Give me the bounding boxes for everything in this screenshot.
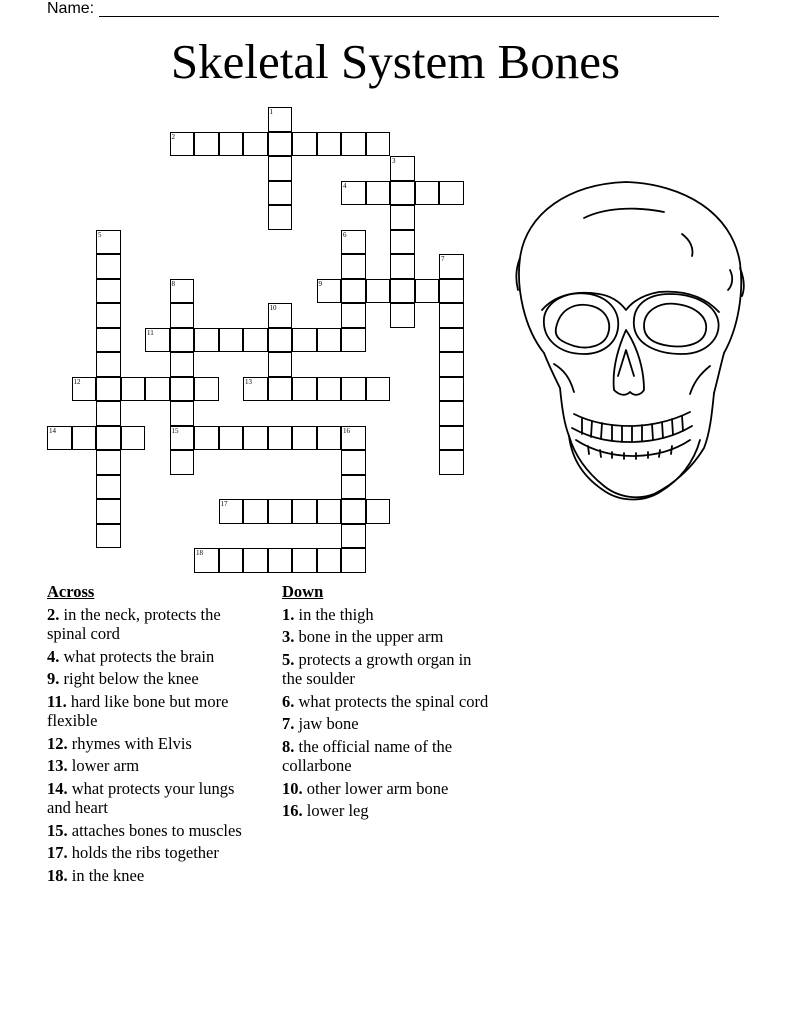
grid-cell[interactable] xyxy=(121,426,146,451)
grid-cell[interactable] xyxy=(145,328,170,353)
grid-cell[interactable] xyxy=(96,230,121,255)
cell-number: 11 xyxy=(147,328,154,337)
grid-cell[interactable] xyxy=(170,401,195,426)
page-title: Skeletal System Bones xyxy=(170,34,621,89)
clue-text: bone in the upper arm xyxy=(294,627,444,646)
clue-number: 8. xyxy=(282,736,295,756)
grid-cell[interactable] xyxy=(341,426,366,451)
grid-cell[interactable] xyxy=(268,499,293,524)
grid-cell[interactable] xyxy=(390,254,415,279)
down-clue-1 xyxy=(282,605,492,625)
grid-cell[interactable] xyxy=(243,548,268,573)
clue-text: what protects your lungs and heart xyxy=(47,778,235,817)
grid-cell[interactable] xyxy=(268,107,293,132)
grid-cell[interactable] xyxy=(170,450,195,475)
grid-cell[interactable] xyxy=(390,181,415,206)
grid-cell[interactable] xyxy=(439,426,464,451)
grid-cell[interactable] xyxy=(415,181,440,206)
grid-cell[interactable] xyxy=(96,450,121,475)
grid-cell[interactable] xyxy=(366,132,391,157)
grid-cell[interactable] xyxy=(219,548,244,573)
grid-cell[interactable] xyxy=(268,156,293,181)
grid-cell[interactable] xyxy=(194,548,219,573)
cell-number: 17 xyxy=(220,500,228,508)
grid-cell[interactable] xyxy=(243,377,268,402)
grid-cell[interactable] xyxy=(194,132,219,157)
clue-text: in the neck, protects the spinal cord xyxy=(47,604,221,643)
grid-cell[interactable] xyxy=(317,279,342,304)
clue-text: other lower arm bone xyxy=(302,778,449,798)
grid-cell[interactable] xyxy=(390,205,415,230)
clue-text: the official name of the collarbone xyxy=(282,736,453,775)
grid-cell[interactable] xyxy=(194,377,219,402)
grid-cell[interactable] xyxy=(439,181,464,206)
clue-number: 2. xyxy=(47,604,60,624)
grid-cell[interactable] xyxy=(268,181,293,206)
grid-cell[interactable] xyxy=(341,548,366,573)
grid-cell[interactable] xyxy=(219,499,244,524)
skull-icon xyxy=(514,178,746,508)
grid-cell[interactable] xyxy=(47,426,72,451)
grid-cell[interactable] xyxy=(439,450,464,475)
clue-number: 18. xyxy=(47,865,68,885)
clue-number: 10. xyxy=(282,778,303,798)
across-clue-2 xyxy=(47,605,262,644)
clue-number: 16. xyxy=(282,801,303,820)
clue-number: 15. xyxy=(47,820,68,840)
grid-cell[interactable] xyxy=(268,205,293,230)
clue-number: 4. xyxy=(47,646,60,666)
clue-text: rhymes with Elvis xyxy=(67,733,192,753)
grid-cell[interactable] xyxy=(292,132,317,157)
grid-cell[interactable] xyxy=(341,279,366,304)
grid-cell[interactable] xyxy=(439,328,464,353)
grid-cell[interactable] xyxy=(439,279,464,304)
down-clues xyxy=(282,582,492,824)
down-clue-16 xyxy=(282,801,492,821)
cell-number: 13 xyxy=(245,377,252,386)
grid-cell[interactable] xyxy=(366,377,391,402)
cell-number: 6 xyxy=(343,230,347,239)
grid-cell[interactable] xyxy=(439,377,464,402)
cell-number: 9 xyxy=(318,279,322,288)
down-clue-10 xyxy=(282,779,492,799)
clue-text: holds the ribs together xyxy=(67,843,219,862)
grid-cell[interactable] xyxy=(292,426,317,451)
grid-cell[interactable] xyxy=(268,426,293,451)
cell-number: 16 xyxy=(343,426,350,435)
clue-number: 9. xyxy=(47,669,60,688)
grid-cell[interactable] xyxy=(96,328,121,353)
grid-cell[interactable] xyxy=(268,132,293,157)
grid-cell[interactable] xyxy=(170,303,195,328)
grid-cell[interactable] xyxy=(170,426,195,451)
grid-cell[interactable] xyxy=(341,377,366,402)
down-clue-5 xyxy=(282,650,492,689)
clue-text: right below the knee xyxy=(59,669,199,688)
grid-cell[interactable] xyxy=(341,132,366,157)
cell-number: 12 xyxy=(73,377,81,386)
down-clue-8 xyxy=(282,737,492,776)
across-clue-17 xyxy=(47,843,262,863)
grid-cell[interactable] xyxy=(341,303,366,328)
across-clue-13 xyxy=(47,756,262,776)
grid-cell[interactable] xyxy=(219,426,244,451)
cell-number: 7 xyxy=(441,255,445,263)
cell-number: 10 xyxy=(269,304,277,312)
grid-cell[interactable] xyxy=(268,328,293,353)
grid-cell[interactable] xyxy=(96,475,121,500)
grid-cell[interactable] xyxy=(317,426,342,451)
grid-cell[interactable] xyxy=(390,156,415,181)
grid-cell[interactable] xyxy=(439,254,464,279)
clue-number: 17. xyxy=(47,843,68,862)
grid-cell[interactable] xyxy=(439,401,464,426)
grid-cell[interactable] xyxy=(170,279,195,304)
grid-cell[interactable] xyxy=(170,132,195,157)
grid-cell[interactable] xyxy=(96,352,121,377)
clue-text: protects a growth organ in the soulder xyxy=(282,649,472,688)
clue-text: jaw bone xyxy=(294,714,359,733)
clue-number: 6. xyxy=(282,691,295,711)
grid-cell[interactable] xyxy=(390,303,415,328)
grid-cell[interactable] xyxy=(341,499,366,524)
grid-cell[interactable] xyxy=(415,279,440,304)
grid-cell[interactable] xyxy=(268,352,293,377)
down-clue-list xyxy=(282,605,492,821)
grid-cell[interactable] xyxy=(72,426,97,451)
across-clue-4 xyxy=(47,647,262,667)
grid-cell[interactable] xyxy=(317,328,342,353)
grid-cell[interactable] xyxy=(194,426,219,451)
grid-cell[interactable] xyxy=(292,328,317,353)
grid-cell[interactable] xyxy=(366,499,391,524)
clue-number: 14. xyxy=(47,778,68,798)
grid-cell[interactable] xyxy=(268,377,293,402)
grid-cell[interactable] xyxy=(292,377,317,402)
across-clues xyxy=(47,582,262,888)
down-heading: Down xyxy=(282,582,324,601)
grid-cell[interactable] xyxy=(170,328,195,353)
grid-cell[interactable] xyxy=(96,401,121,426)
grid-cell[interactable] xyxy=(366,181,391,206)
clue-number: 1. xyxy=(282,604,295,624)
across-clue-14 xyxy=(47,779,262,818)
across-clue-11 xyxy=(47,692,262,731)
cell-number: 4 xyxy=(343,181,347,190)
cell-number: 1 xyxy=(269,108,273,116)
across-clue-list xyxy=(47,605,262,886)
grid-cell[interactable] xyxy=(390,230,415,255)
clue-text: in the thigh xyxy=(294,604,374,624)
grid-cell[interactable] xyxy=(145,377,170,402)
across-heading: Across xyxy=(47,582,95,601)
grid-cell[interactable] xyxy=(317,499,342,524)
grid-cell[interactable] xyxy=(96,254,121,279)
grid-cell[interactable] xyxy=(96,499,121,524)
grid-cell[interactable] xyxy=(219,328,244,353)
grid-cell[interactable] xyxy=(390,279,415,304)
grid-cell[interactable] xyxy=(96,524,121,549)
grid-cell[interactable] xyxy=(439,303,464,328)
grid-cell[interactable] xyxy=(317,377,342,402)
clue-text: lower leg xyxy=(302,801,369,820)
cell-number: 3 xyxy=(392,157,396,165)
grid-cell[interactable] xyxy=(96,426,121,451)
grid-cell[interactable] xyxy=(317,132,342,157)
grid-cell[interactable] xyxy=(243,328,268,353)
grid-cell[interactable] xyxy=(121,377,146,402)
clue-number: 7. xyxy=(282,714,295,733)
grid-cell[interactable] xyxy=(317,548,342,573)
cell-number: 5 xyxy=(98,230,102,239)
grid-cell[interactable] xyxy=(292,548,317,573)
grid-cell[interactable] xyxy=(341,181,366,206)
grid-cell[interactable] xyxy=(292,499,317,524)
grid-cell[interactable] xyxy=(341,524,366,549)
clue-number: 11. xyxy=(47,691,67,711)
name-label: Name: xyxy=(47,0,95,17)
grid-cell[interactable] xyxy=(243,426,268,451)
cell-number: 8 xyxy=(171,279,175,288)
grid-cell[interactable] xyxy=(243,132,268,157)
grid-cell[interactable] xyxy=(219,132,244,157)
grid-cell[interactable] xyxy=(268,548,293,573)
down-clue-7 xyxy=(282,714,492,734)
grid-cell[interactable] xyxy=(96,377,121,402)
grid-cell[interactable] xyxy=(341,328,366,353)
clue-text: what protects the spinal cord xyxy=(294,691,489,711)
across-clue-15 xyxy=(47,821,262,841)
across-clue-12 xyxy=(47,734,262,754)
grid-cell[interactable] xyxy=(341,475,366,500)
grid-cell[interactable] xyxy=(96,279,121,304)
grid-cell[interactable] xyxy=(170,377,195,402)
grid-cell[interactable] xyxy=(72,377,97,402)
cell-number: 15 xyxy=(171,426,179,435)
across-clue-9 xyxy=(47,669,262,689)
clue-number: 5. xyxy=(282,649,295,669)
cell-number: 18 xyxy=(196,549,203,557)
down-clue-6 xyxy=(282,692,492,712)
grid-cell[interactable] xyxy=(170,352,195,377)
grid-cell[interactable] xyxy=(439,352,464,377)
across-clue-18 xyxy=(47,866,262,886)
grid-cell[interactable] xyxy=(341,254,366,279)
clue-number: 3. xyxy=(282,627,295,646)
grid-cell[interactable] xyxy=(96,303,121,328)
clue-text: in the knee xyxy=(67,865,145,885)
down-clue-3 xyxy=(282,627,492,647)
cell-number: 2 xyxy=(171,132,175,141)
grid-cell[interactable] xyxy=(194,328,219,353)
clue-number: 13. xyxy=(47,756,68,775)
cell-number: 14 xyxy=(49,426,56,435)
grid-cell[interactable] xyxy=(341,230,366,255)
clue-number: 12. xyxy=(47,733,68,753)
clue-text: attaches bones to muscles xyxy=(67,820,242,840)
grid-cell[interactable] xyxy=(341,450,366,475)
clue-text: what protects the brain xyxy=(59,646,215,666)
clue-text: hard like bone but more flexible xyxy=(47,691,229,730)
grid-cell[interactable] xyxy=(366,279,391,304)
clue-text: lower arm xyxy=(67,756,140,775)
grid-cell[interactable] xyxy=(243,499,268,524)
grid-cell[interactable] xyxy=(268,303,293,328)
